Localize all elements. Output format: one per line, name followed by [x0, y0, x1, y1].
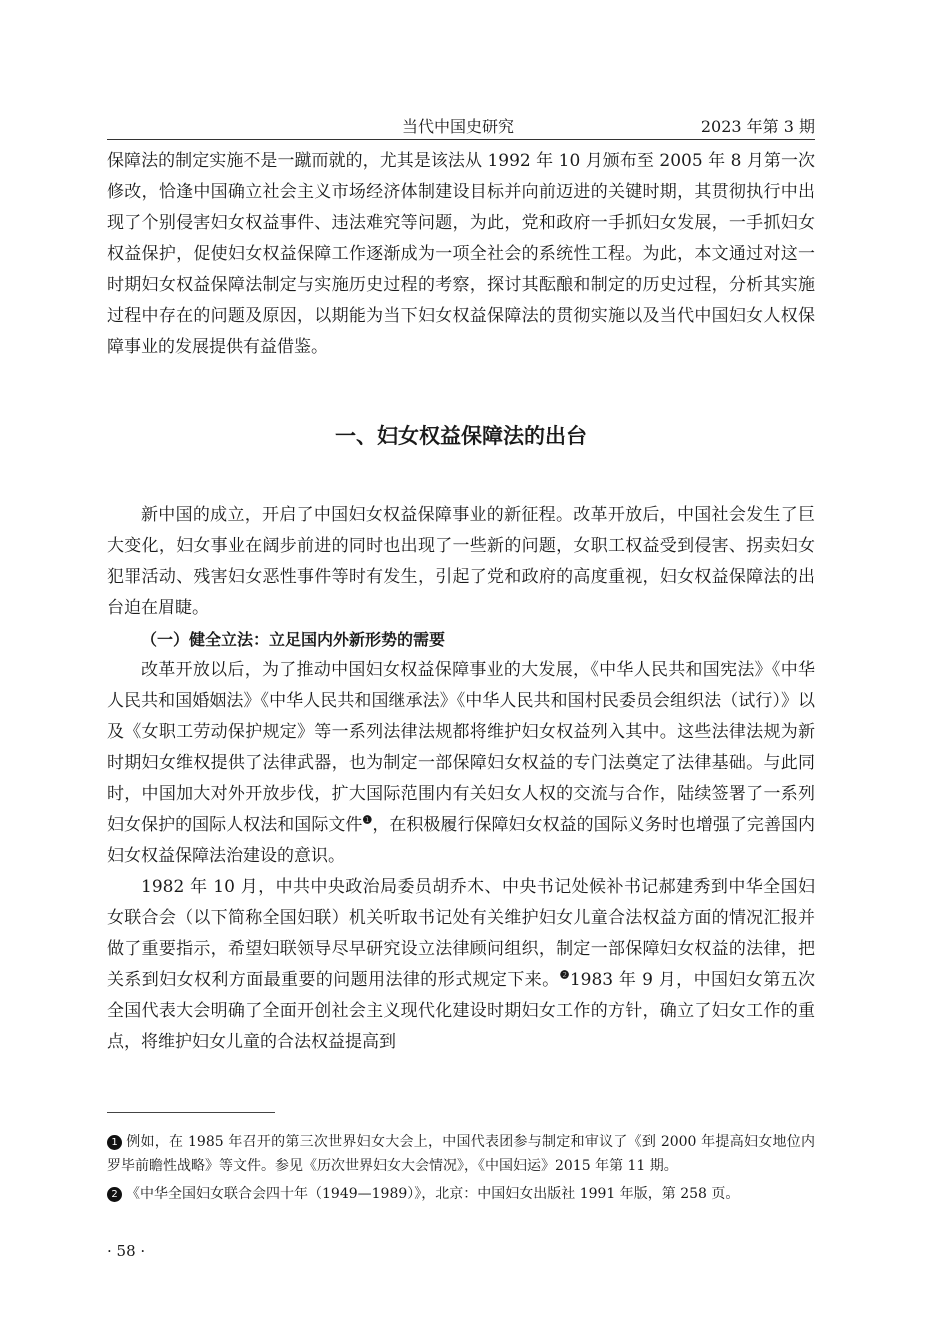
footnote-2 [107, 1182, 815, 1206]
footnote-1-text: 例如，在 1985 年召开的第三次世界妇女大会上，中国代表团参与制定和审议了《到 2000 年提高妇女地位内罗毕前瞻性战略》等文件。参见《历次世界妇女大会情况》，《中国妇运》2015 年第 11 期。 [107, 1134, 815, 1174]
footnote-1-marker: 1 [107, 1135, 122, 1150]
paragraph-2-text-a: 改革开放以后，为了推动中国妇女权益保障事业的大发展，《中华人民共和国宪法》《中华人民共和国婚姻法》《中华人民共和国继承法》《中华人民共和国村民委员会组织法（试行）》以及《女职工劳动保护规定》等一系列法律法规都将维护妇女权益列入其中。这些法律法规为新时期妇女维权提供了法律武器，也为制定一部保障妇女权益的专门法奠定了法律基础。与此同时，中国加大对外开放步伐，扩大国际范围内有关妇女人权的交流与合作，陆续签署了一系列妇女保护的国际人权法和国际文件 [107, 660, 815, 835]
running-header [107, 114, 815, 138]
footnote-ref-2[interactable]: ❷ [559, 968, 570, 982]
section-paragraph-3 [107, 872, 815, 1058]
section-paragraph-1: 新中国的成立，开启了中国妇女权益保障事业的新征程。改革开放后，中国社会发生了巨大变化，妇女事业在阔步前进的同时也出现了一些新的问题，女职工权益受到侵害、拐卖妇女犯罪活动、残害妇女恶性事件等时有发生，引起了党和政府的高度重视，妇女权益保障法的出台迫在眉睫。 [107, 505, 815, 618]
issue-label: 2023 年第 3 期 [700, 117, 815, 136]
footnote-2-text: 《中华全国妇女联合会四十年（1949—1989）》，北京：中国妇女出版社 1991 年版，第 258 页。 [126, 1186, 740, 1202]
section-body [107, 500, 815, 1058]
paragraph-2-text-b: ，在积极履行保障妇女权益的国际义务时也增强了完善国内妇女权益保障法治建设的意识。 [107, 815, 815, 866]
section-title: 一、妇女权益保障法的出台 [335, 424, 587, 448]
footnotes [107, 1130, 815, 1210]
intro-block [107, 146, 815, 363]
footnote-rule [107, 1112, 275, 1113]
paragraph-3-text-b: 1983 年 9 月，中国妇女第五次全国代表大会明确了全面开创社会主义现代化建设时期妇女工作的方针，确立了妇女工作的重点，将维护妇女儿童的合法权益提高到 [107, 970, 816, 1052]
journal-title: 当代中国史研究 [402, 117, 515, 136]
paragraph-3-text-a: 1982 年 10 月，中共中央政治局委员胡乔木、中央书记处候补书记郝建秀到中华全国妇女联合会（以下简称全国妇联）机关听取书记处有关维护妇女儿童合法权益方面的情况汇报并做了重要指示，希望妇联领导尽早研究设立法律顾问组织，制定一部保障妇女权益的法律，把关系到妇女权利方面最重要的问题用法律的形式规定下来。 [107, 877, 815, 990]
header-rule [107, 139, 815, 140]
subsection-title: （一）健全立法：立足国内外新形势的需要 [141, 630, 446, 649]
section-paragraph-2 [107, 655, 815, 872]
page-number: · 58 · [107, 1242, 146, 1260]
footnote-2-marker: 2 [107, 1187, 122, 1202]
footnote-ref-1[interactable]: ❶ [362, 813, 373, 827]
footnote-1 [107, 1130, 815, 1178]
intro-paragraph: 保障法的制定实施不是一蹴而就的，尤其是该法从 1992 年 10 月颁布至 2005 年 8 月第一次修改，恰逢中国确立社会主义市场经济体制建设目标并向前迈进的关键时期，其贯彻执行中出现了个别侵害妇女权益事件、违法难究等问题，为此，党和政府一手抓妇女发展，一手抓妇女权益保护，促使妇女权益保障工作逐渐成为一项全社会的系统性工程。为此，本文通过对这一时期妇女权益保障法制定与实施历史过程的考察，探讨其酝酿和制定的历史过程，分析其实施过程中存在的问题及原因，以期能为当下妇女权益保障法的贯彻实施以及当代中国妇女人权保障事业的发展提供有益借鉴。 [107, 151, 815, 357]
